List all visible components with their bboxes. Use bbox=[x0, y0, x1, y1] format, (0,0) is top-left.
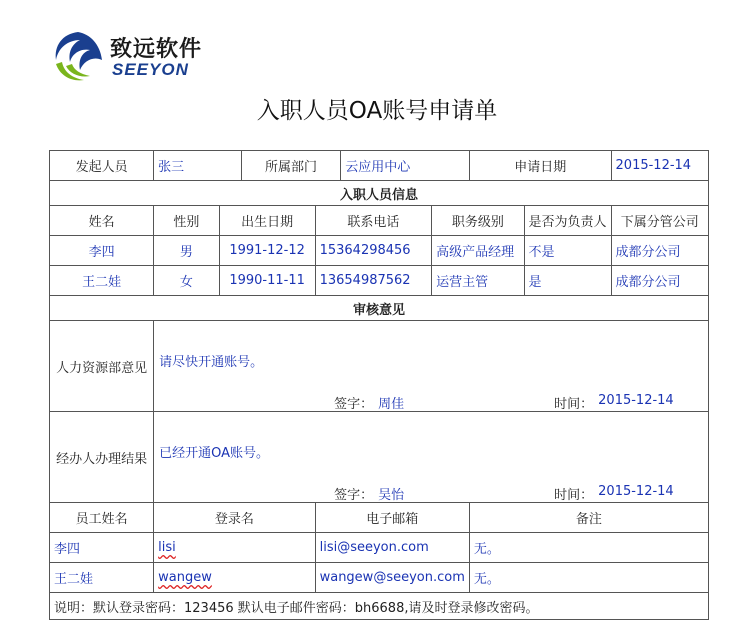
time-label: 时间： bbox=[554, 488, 594, 503]
page-title: 入职人员OA账号申请单 bbox=[256, 98, 498, 124]
signer: 周佳 bbox=[378, 397, 405, 412]
col-gender: 性别 bbox=[154, 206, 219, 236]
review-text: 请尽快开通账号。 bbox=[159, 355, 264, 370]
account-login-cell bbox=[154, 563, 315, 593]
initiator-value: 张三 bbox=[154, 151, 242, 181]
review-content bbox=[154, 412, 709, 503]
col-birth: 出生日期 bbox=[219, 206, 315, 236]
staff-section-title: 入职人员信息 bbox=[50, 181, 709, 206]
col-company: 下属分管公司 bbox=[611, 206, 708, 236]
account-login-cell bbox=[154, 533, 315, 563]
date-label: 申请日期 bbox=[469, 151, 611, 181]
staff-birth: 1991-12-12 bbox=[219, 236, 315, 266]
dept-value: 云应用中心 bbox=[341, 151, 470, 181]
staff-company: 成都分公司 bbox=[611, 266, 708, 296]
staff-name: 王二娃 bbox=[50, 266, 154, 296]
table-row bbox=[50, 533, 709, 563]
account-header-row bbox=[50, 503, 709, 533]
review-content bbox=[154, 321, 709, 412]
col-level: 职务级别 bbox=[432, 206, 524, 236]
account-login: lisi bbox=[158, 540, 176, 555]
account-email: lisi@seeyon.com bbox=[315, 533, 469, 563]
col-employee: 员工姓名 bbox=[50, 503, 154, 533]
staff-name: 李四 bbox=[50, 236, 154, 266]
review-section-title: 审核意见 bbox=[50, 296, 709, 321]
review-row bbox=[50, 412, 709, 503]
account-email: wangew@seeyon.com bbox=[315, 563, 469, 593]
signer: 吴怡 bbox=[378, 488, 405, 503]
account-login: wangew bbox=[158, 570, 212, 585]
time-value: 2015-12-14 bbox=[598, 393, 674, 408]
time-label: 时间： bbox=[554, 397, 594, 412]
col-phone: 联系电话 bbox=[315, 206, 432, 236]
staff-level: 运营主管 bbox=[432, 266, 524, 296]
account-remark: 无。 bbox=[469, 533, 708, 563]
staff-phone: 15364298456 bbox=[315, 236, 432, 266]
table-row bbox=[50, 266, 709, 296]
seeyon-logo bbox=[50, 28, 230, 84]
col-name: 姓名 bbox=[50, 206, 154, 236]
staff-manager: 不是 bbox=[524, 236, 611, 266]
table-row bbox=[50, 563, 709, 593]
sign-label: 签字： bbox=[334, 488, 374, 503]
review-label: 经办人办理结果 bbox=[50, 412, 154, 503]
review-text: 已经开通OA账号。 bbox=[159, 446, 270, 461]
form-table bbox=[49, 150, 709, 620]
staff-birth: 1990-11-11 bbox=[219, 266, 315, 296]
account-name: 李四 bbox=[50, 533, 154, 563]
table-row bbox=[50, 236, 709, 266]
staff-company: 成都分公司 bbox=[611, 236, 708, 266]
staff-level: 高级产品经理 bbox=[432, 236, 524, 266]
staff-gender: 女 bbox=[154, 266, 219, 296]
account-name: 王二娃 bbox=[50, 563, 154, 593]
note-text: 说明：默认登录密码：123456 默认电子邮件密码：bh6688,请及时登录修改密码。 bbox=[50, 593, 709, 620]
review-label: 人力资源部意见 bbox=[50, 321, 154, 412]
sign-label: 签字： bbox=[334, 397, 374, 412]
staff-phone: 13654987562 bbox=[315, 266, 432, 296]
col-remark: 备注 bbox=[469, 503, 708, 533]
col-email: 电子邮箱 bbox=[315, 503, 469, 533]
time-value: 2015-12-14 bbox=[598, 484, 674, 499]
staff-manager: 是 bbox=[524, 266, 611, 296]
account-remark: 无。 bbox=[469, 563, 708, 593]
logo-text-en: SEEYON bbox=[112, 60, 189, 79]
col-login: 登录名 bbox=[154, 503, 315, 533]
dept-label: 所属部门 bbox=[241, 151, 340, 181]
staff-header-row bbox=[50, 206, 709, 236]
initiator-label: 发起人员 bbox=[50, 151, 154, 181]
date-value: 2015-12-14 bbox=[611, 151, 708, 181]
col-manager: 是否为负责人 bbox=[524, 206, 611, 236]
staff-gender: 男 bbox=[154, 236, 219, 266]
header-row bbox=[50, 151, 709, 181]
review-row bbox=[50, 321, 709, 412]
logo-text-cn: 致远软件 bbox=[110, 37, 203, 62]
seeyon-swirl-icon bbox=[50, 28, 106, 84]
